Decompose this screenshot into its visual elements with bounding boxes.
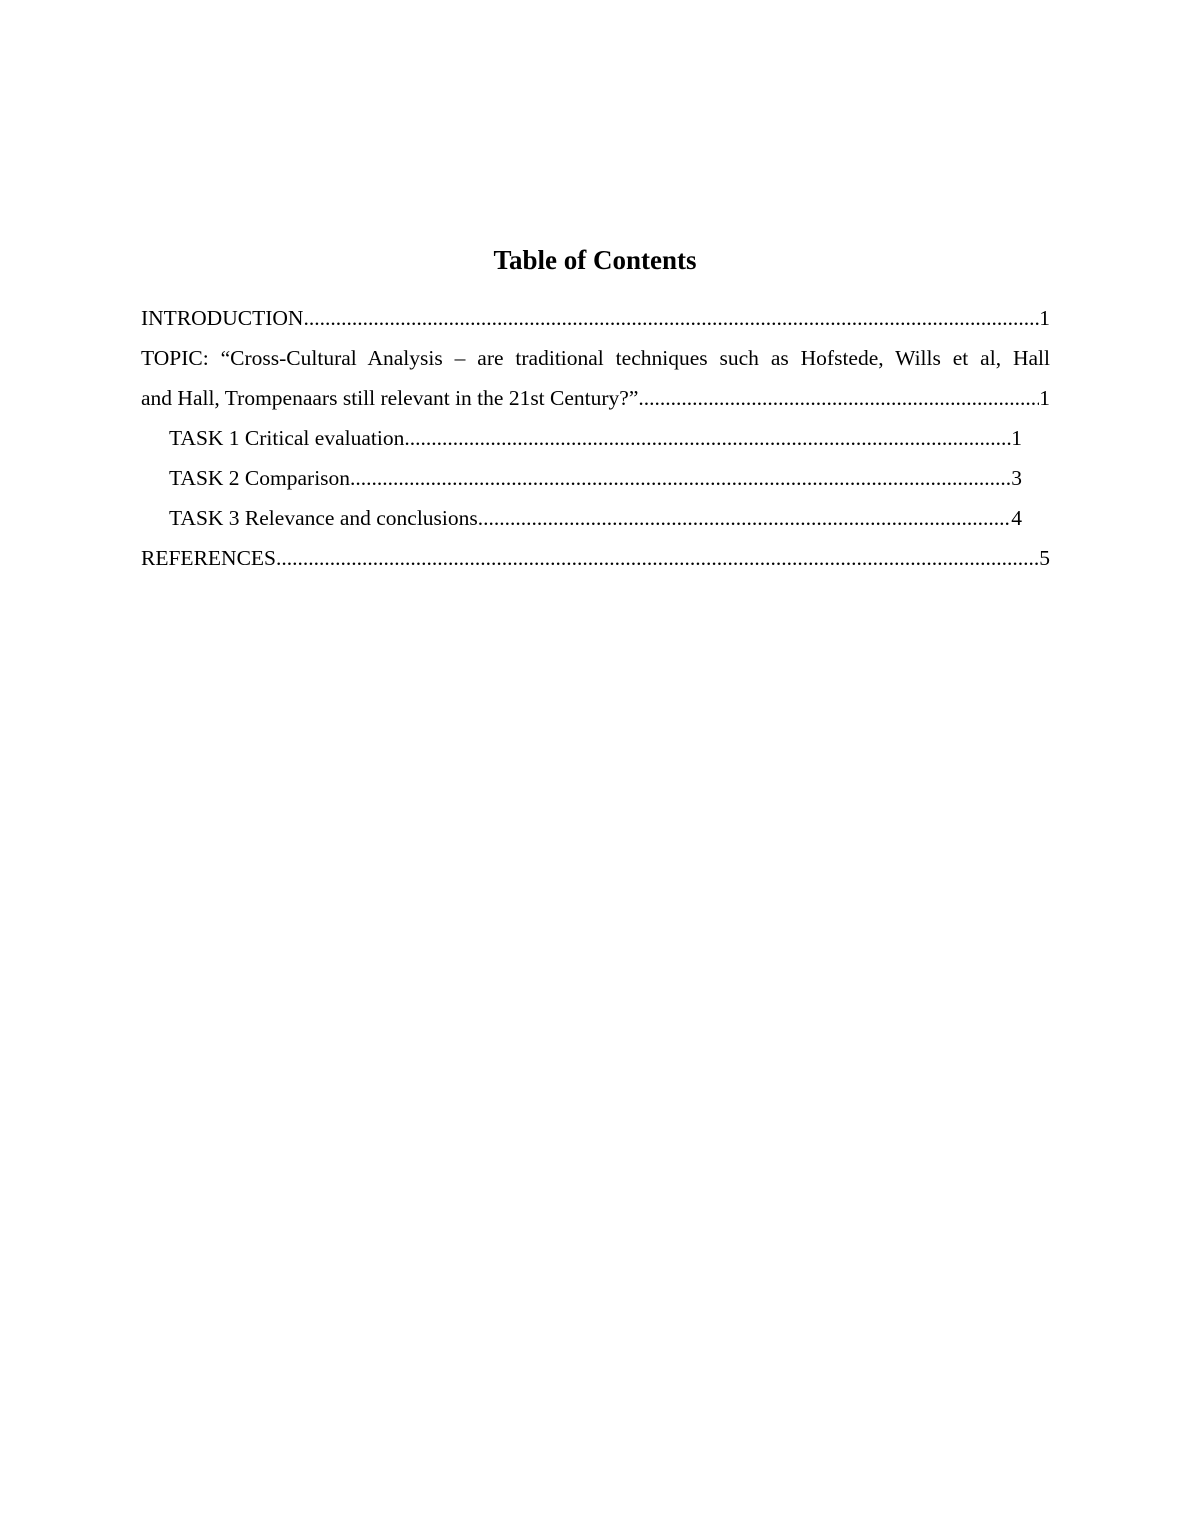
dot-leader [350, 458, 1011, 498]
dot-leader [276, 538, 1039, 578]
toc-entry-label-line2: and Hall, Trompenaars still relevant in the 21st Century?” [141, 386, 639, 410]
toc-entry-topic-line2 [141, 378, 1050, 418]
toc-entry-references[interactable] [141, 538, 1050, 578]
toc-entry-page-number: 1 [1039, 306, 1050, 330]
toc-entry-page-number: 1 [1039, 386, 1050, 410]
toc-entry-introduction[interactable] [141, 298, 1050, 338]
toc-entry-task-3[interactable] [141, 498, 1022, 538]
table-of-contents [141, 298, 1050, 578]
toc-entry-task-2[interactable] [141, 458, 1022, 498]
toc-entry-page-number: 3 [1011, 466, 1022, 490]
dot-leader [638, 378, 1039, 418]
toc-entry-page-number: 5 [1039, 546, 1050, 570]
toc-entry-label: TASK 1 Critical evaluation [169, 426, 405, 450]
dot-leader [303, 298, 1039, 338]
toc-title: Table of Contents [493, 245, 697, 275]
toc-entry-label: TASK 2 Comparison [169, 466, 351, 490]
toc-entry-label: REFERENCES [141, 546, 276, 570]
dot-leader [404, 418, 1011, 458]
toc-entry-page-number: 4 [1011, 506, 1022, 530]
toc-entry-label-line1: TOPIC: “Cross-Cultural Analysis – are traditional techniques such as Hofstede, Wills et al, Hall [141, 346, 1050, 370]
toc-entry-page-number: 1 [1011, 426, 1022, 450]
dot-leader [478, 498, 1011, 538]
toc-entry-topic[interactable] [141, 338, 1050, 418]
toc-entry-label: INTRODUCTION [141, 306, 304, 330]
toc-entry-label: TASK 3 Relevance and conclusions [169, 506, 478, 530]
toc-entry-task-1[interactable] [141, 418, 1022, 458]
